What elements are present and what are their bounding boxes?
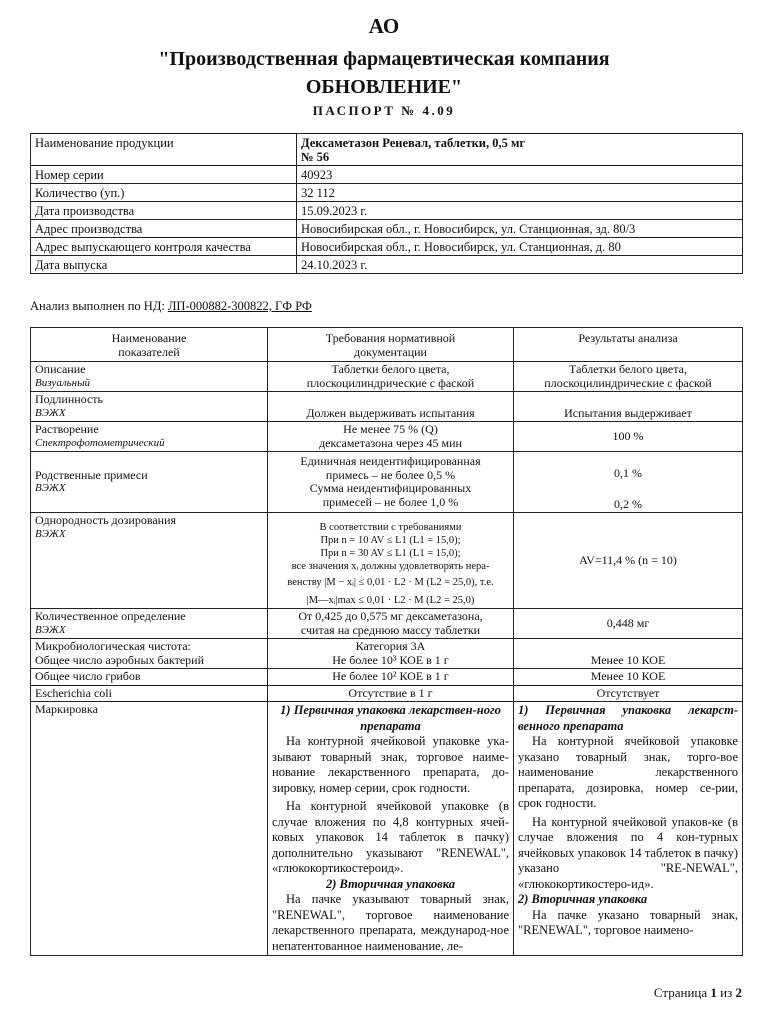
info-value: Новосибирская обл., г. Новосибирск, ул. Станционная, д. 80 (297, 238, 743, 256)
row-identity (31, 392, 743, 422)
info-value: 32 112 (297, 184, 743, 202)
requirement-line: плоскоцилиндрические с фаской (306, 375, 475, 390)
info-label: Номер серии (31, 166, 297, 184)
info-value: 40923 (297, 166, 743, 184)
passport-number: ПАСПОРТ № 4.09 (312, 103, 456, 118)
product-name: Дексаметазон Реневал, таблетки, 0,5 мг (301, 136, 526, 150)
info-row-quantity (31, 184, 743, 202)
info-value: 15.09.2023 г. (297, 202, 743, 220)
indicator-name: Растворение (35, 422, 99, 436)
page-number (654, 985, 742, 1001)
row-ecoli (31, 685, 743, 702)
info-row-release-date (31, 256, 743, 274)
row-description (31, 362, 743, 392)
info-row-production-date (31, 202, 743, 220)
row-marking (31, 702, 743, 956)
results-header-row (31, 328, 743, 362)
info-row-product (31, 134, 743, 166)
indicator-name: Количественное определение (35, 609, 186, 623)
requirement-line: Категория 3А (355, 639, 426, 653)
header-indicator: Наименование показателей (31, 328, 268, 362)
requirement-line: Не более 10² КОЕ в 1 г (268, 669, 514, 686)
indicator-name: Микробиологическая чистота: (35, 639, 191, 653)
result-line: AV=11,4 % (n = 10) (514, 513, 743, 609)
marking-res-heading-primary: 1) Первичная упаковка лекарст-венного препарата (518, 703, 738, 733)
header-results: Результаты анализа (514, 328, 743, 362)
marking-res-heading-secondary: 2) Вторичная упаковка (518, 892, 648, 906)
result-line: 0,448 мг (514, 609, 743, 639)
nd-reference: ЛП-000882-300822, ГФ РФ (167, 299, 312, 313)
indicator-name: Родственные примеси (35, 467, 148, 482)
info-label: Дата выпуска (31, 256, 297, 274)
indicator-name: Escherichia coli (31, 685, 268, 702)
page-of: из (720, 985, 733, 1000)
result-line: Менее 10 КОЕ (514, 639, 743, 669)
result-line: 100 % (514, 422, 743, 452)
analysis-results-table (30, 327, 743, 956)
header-requirements: Требования нормативной документации (268, 328, 514, 362)
method-name: Спектрофотометрический (35, 436, 165, 449)
info-row-batch (31, 166, 743, 184)
requirement-line: |M—xᵢ|max ≤ 0,01 · L2 · M (L2 = 25,0) (306, 595, 475, 606)
org-type: АО (368, 14, 400, 38)
result-line: 0,2 % (614, 496, 642, 511)
requirement-line: Должен выдерживать испытания (268, 392, 514, 422)
company-name-line2: ОБНОВЛЕНИЕ" (305, 76, 463, 98)
marking-res-paragraph: На контурной ячейковой упаковке указано товарный знак, торго-вое наименование лекарственного препарата, дозировка, номер се-рии, срок годности. (518, 734, 738, 810)
indicator-name: Подлинность (35, 392, 104, 406)
requirement-line: примесей – не более 1,0 % (322, 494, 459, 509)
indicator-name: Маркировка (31, 702, 268, 956)
requirement-line: Сумма неидентифицированных (309, 481, 472, 495)
requirement-line: считая на среднюю массу таблетки (300, 622, 481, 637)
requirement-line: Единичная неидентифицированная (300, 454, 481, 468)
result-line: плоскоцилиндрические с фаской (544, 375, 712, 390)
info-row-qc-address (31, 238, 743, 256)
requirement-line: От 0,425 до 0,575 мг дексаметазона, (298, 609, 483, 623)
result-line: 0,1 % (614, 466, 642, 480)
analysis-basis (30, 299, 312, 314)
indicator-subname: Общее число аэробных бактерий (35, 652, 205, 667)
requirement-line: При n = 10 AV ≤ L1 (L1 = 15,0); (320, 535, 461, 546)
total-pages: 2 (735, 985, 742, 1000)
info-label: Наименование продукции (31, 134, 297, 166)
info-value: Новосибирская обл., г. Новосибирск, ул. Станционная, зд. 80/3 (297, 220, 743, 238)
indicator-name: Описание (35, 362, 86, 376)
method-name: Визуальный (35, 376, 91, 389)
requirement-line: примесь – не более 0,5 % (325, 467, 456, 482)
result-line: Отсутствует (514, 685, 743, 702)
requirement-line: все значения xᵢ должны удовлетворять нера- (291, 561, 490, 572)
indicator-name: Однородность дозирования (35, 513, 177, 527)
info-value: 24.10.2023 г. (297, 256, 743, 274)
current-page: 1 (710, 985, 717, 1000)
row-microbiological-purity (31, 639, 743, 669)
info-label: Адрес производства (31, 220, 297, 238)
marking-req-paragraph: На контурной ячейковой упаковке (в случае вложения по 4,8 контурных ячей-ковых упаковок 14 таблеток в пачку) дополнительно указывают "RENEWAL", «глюкокортикостероид». (272, 799, 509, 875)
marking-req-paragraph: На пачке указывают товарный знак, "RENEWAL", торговое наименование лекарственного препарата, международ-ное непатентованное наименование, ле- (272, 892, 509, 953)
analysis-prefix: Анализ выполнен по НД: (30, 299, 168, 313)
product-info-table (30, 133, 743, 274)
info-label: Адрес выпускающего контроля качества (31, 238, 297, 256)
marking-res-paragraph: На пачке указано товарный знак, "RENEWAL", торговое наимено- (518, 907, 738, 937)
requirement-line: Не более 10³ КОЕ в 1 г (332, 652, 449, 667)
marking-req-heading-secondary: 2) Вторичная упаковка (325, 876, 456, 891)
method-name: ВЭЖХ (35, 527, 66, 540)
indicator-name: Общее число грибов (31, 669, 268, 686)
info-label: Количество (уп.) (31, 184, 297, 202)
method-name: ВЭЖХ (35, 482, 66, 494)
marking-req-heading-primary: 1) Первичная упаковка лекарствен-ного препарата (280, 703, 501, 733)
requirement-line: венству |M − xᵢ| ≤ 0,01 · L2 · M (L2 = 25,0), т.е. (287, 577, 494, 588)
row-assay (31, 609, 743, 639)
method-name: ВЭЖХ (35, 406, 66, 419)
result-line: Менее 10 КОЕ (514, 669, 743, 686)
requirement-line: Таблетки белого цвета, (331, 362, 450, 376)
row-related-impurities (31, 452, 743, 513)
company-name-line1: "Производственная фармацевтическая компания (158, 48, 610, 70)
row-fungi (31, 669, 743, 686)
row-dissolution (31, 422, 743, 452)
product-pack: № 56 (301, 150, 330, 164)
requirement-line: В соответствии с требованиями (319, 522, 462, 533)
result-line: Испытания выдерживает (514, 392, 743, 422)
marking-res-paragraph: На контурной ячейковой упаков-ке (в случае вложения по 4 кон-турных ячейковых упаковок 14 таблеток в пачку) указано "RE-NEWAL", «глюкокортикостеро-ид». (518, 814, 738, 891)
requirement-line: Отсутствие в 1 г (268, 685, 514, 702)
method-name: ВЭЖХ (35, 623, 66, 636)
requirement-line: При n = 30 AV ≤ L1 (L1 = 15,0); (320, 548, 461, 559)
row-dose-uniformity (31, 513, 743, 609)
page-label: Страница (653, 985, 708, 1000)
info-label: Дата производства (31, 202, 297, 220)
info-row-production-address (31, 220, 743, 238)
result-line: Таблетки белого цвета, (569, 362, 687, 376)
requirement-line: Не менее 75 % (Q) (343, 422, 438, 436)
marking-req-paragraph: На контурной ячейковой упаковке ука-зывают товарный знак, торговое наиме-нование лекарственного препарата, до-зировку, номер серии, срок годности. (272, 734, 509, 795)
requirement-line: дексаметазона через 45 мин (319, 435, 462, 450)
